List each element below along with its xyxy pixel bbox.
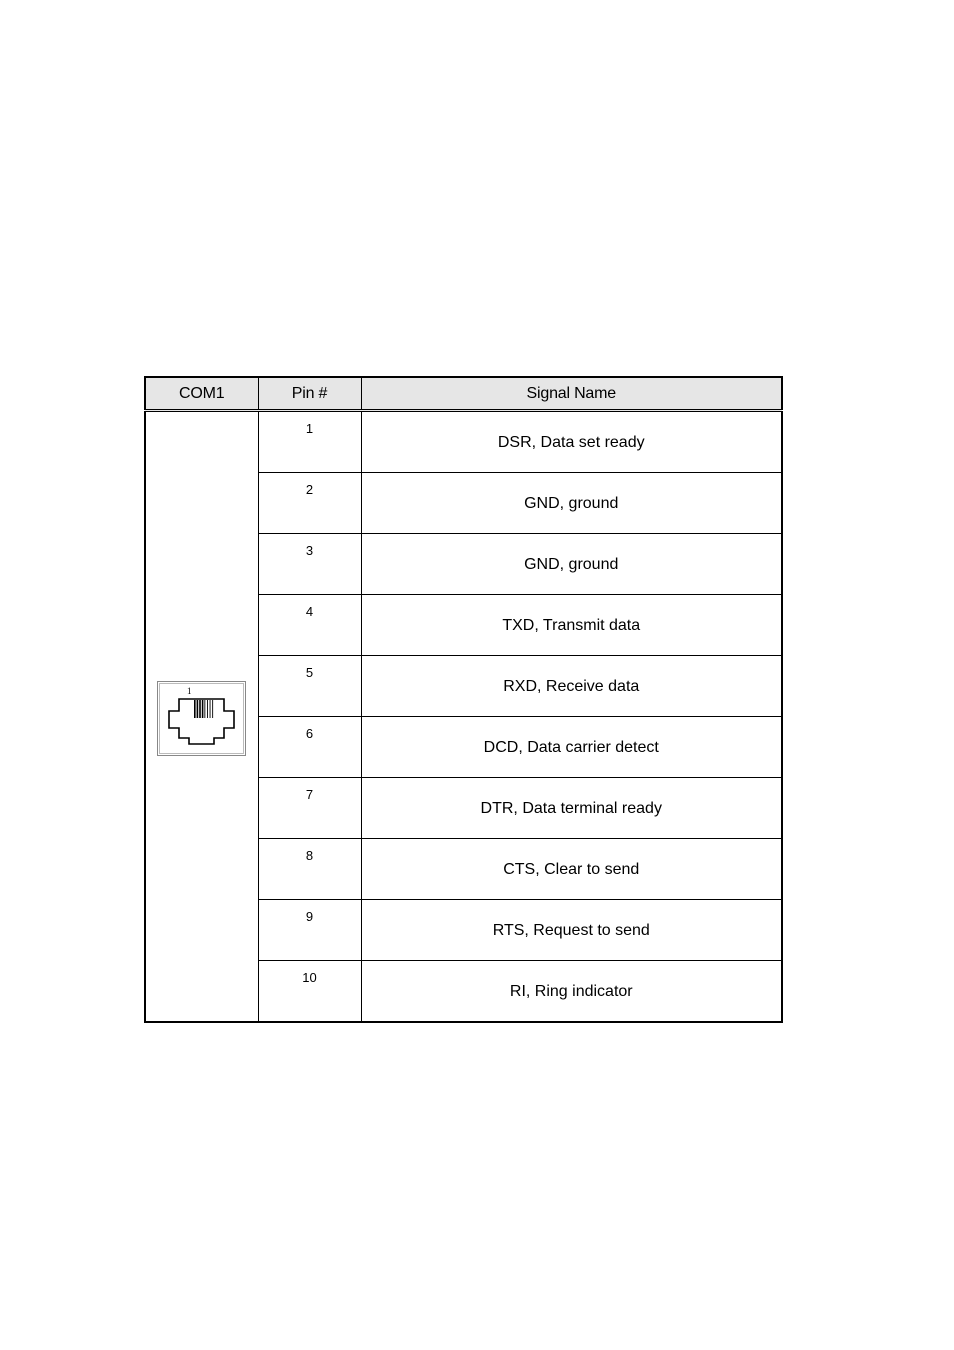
com1-pin-table: [144, 376, 783, 1023]
com1-port-cell: [145, 411, 258, 1023]
signal-name: CTS, Clear to send: [361, 839, 782, 900]
signal-name: RXD, Receive data: [361, 656, 782, 717]
pin-number: 7: [258, 778, 361, 839]
header-com1: COM1: [145, 377, 258, 411]
signal-name: DSR, Data set ready: [361, 411, 782, 473]
pin-number: 5: [258, 656, 361, 717]
signal-name: GND, ground: [361, 473, 782, 534]
pin-number: 9: [258, 900, 361, 961]
signal-name: DCD, Data carrier detect: [361, 717, 782, 778]
port-pin1-label: 1: [187, 685, 192, 696]
header-signal-name: Signal Name: [361, 377, 782, 411]
pin-number: 3: [258, 534, 361, 595]
signal-name: TXD, Transmit data: [361, 595, 782, 656]
pin-number: 10: [258, 961, 361, 1023]
pin-number: 6: [258, 717, 361, 778]
rj45-connector-icon: [157, 681, 246, 756]
pin-number: 2: [258, 473, 361, 534]
table-row: [145, 411, 782, 473]
pin-number: 1: [258, 411, 361, 473]
pin-number: 4: [258, 595, 361, 656]
table-header-row: [145, 377, 782, 411]
header-pin: Pin #: [258, 377, 361, 411]
signal-name: RTS, Request to send: [361, 900, 782, 961]
signal-name: DTR, Data terminal ready: [361, 778, 782, 839]
signal-name: RI, Ring indicator: [361, 961, 782, 1023]
signal-name: GND, ground: [361, 534, 782, 595]
pin-number: 8: [258, 839, 361, 900]
